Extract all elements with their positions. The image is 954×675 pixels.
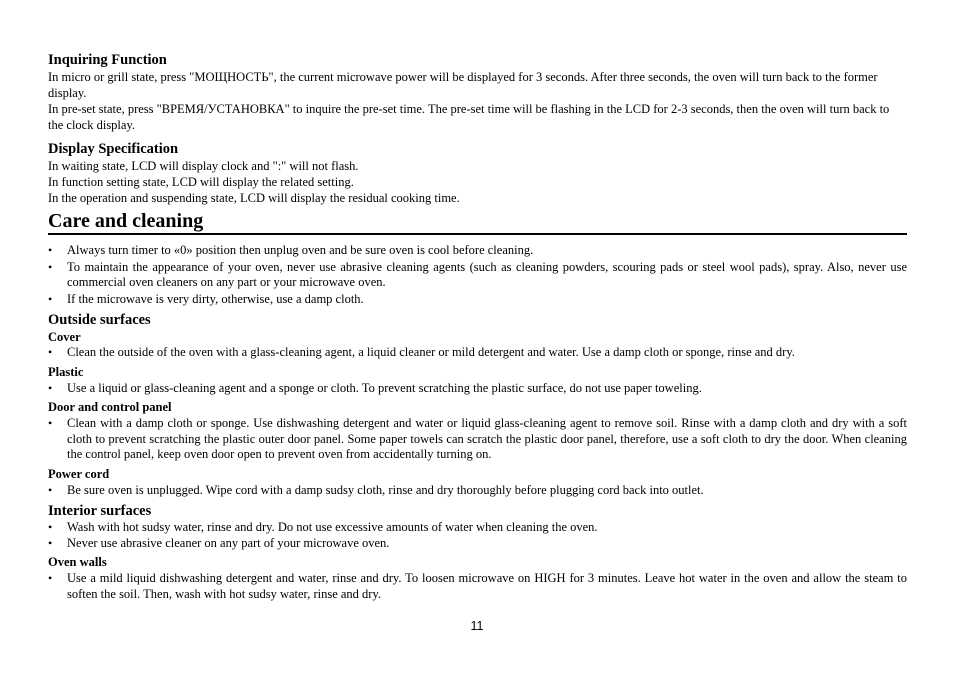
bullet-icon: • xyxy=(48,243,53,257)
cover-group xyxy=(48,329,907,361)
outside-heading: Outside surfaces xyxy=(48,312,151,328)
bullet-icon: • xyxy=(48,291,53,306)
bullet-icon: • xyxy=(48,520,53,534)
bullet-icon: • xyxy=(48,259,53,274)
interior-bullet-list xyxy=(48,520,907,551)
inquiring-heading: Inquiring Function xyxy=(48,52,167,68)
care-bullet-list xyxy=(48,243,907,307)
walls-group xyxy=(48,554,907,602)
list-item: • Wash with hot sudsy water, rinse and dry. Do not use excessive amounts of water when cleaning the oven. xyxy=(48,520,598,534)
inquiring-section xyxy=(48,52,907,133)
door-group xyxy=(48,399,907,463)
list-item: • Use a liquid or glass-cleaning agent and a sponge or cloth. To prevent scratching the plastic surface, do not use paper toweling. xyxy=(48,380,702,395)
interior-heading: Interior surfaces xyxy=(48,503,152,519)
bullet-icon: • xyxy=(48,571,53,585)
inquiring-line: In pre-set state, press "ВРЕМЯ/УСТАНОВКА" to inquire the pre-set time. The pre-set time will be flashing in the LCD for 2-3 seconds, then the oven will turn back to the clock display. xyxy=(48,102,890,132)
walls-heading: Oven walls xyxy=(48,555,107,569)
bullet-icon: • xyxy=(48,380,53,395)
bullet-icon: • xyxy=(48,482,53,497)
care-title: Care and cleaning xyxy=(48,209,907,235)
inquiring-line: In micro or grill state, press "МОЩНОСТЬ", the current microwave power will be displayed for 3 seconds. After three seconds, the oven will turn back to the former display. xyxy=(48,70,878,100)
display-section xyxy=(48,141,907,206)
cover-heading: Cover xyxy=(48,330,81,344)
cord-heading: Power cord xyxy=(48,466,110,481)
list-item: • To maintain the appearance of your oven, never use abrasive cleaning agents (such as cleaning powders, scouring pads or steel wool pads), spray. Also, never use commercial oven cleaners on any part or your microwave oven. xyxy=(48,259,907,289)
display-line: In function setting state, LCD will display the related setting. xyxy=(48,175,354,189)
door-heading: Door and control panel xyxy=(48,400,172,414)
list-item: • If the microwave is very dirty, otherwise, use a damp cloth. xyxy=(48,291,364,306)
list-item: • Use a mild liquid dishwashing detergent and water, rinse and dry. To loosen microwave on HIGH for 3 minutes. Leave hot water in the oven and allow the steam to soften the soil. Then, wash with hot sudsy water, rinse and dry. xyxy=(48,571,907,601)
document-page xyxy=(48,52,907,602)
list-item: • Be sure oven is unplugged. Wipe cord with a damp sudsy cloth, rinse and dry thoroughly before plugging cord back into outlet. xyxy=(48,482,704,497)
display-heading: Display Specification xyxy=(48,141,179,157)
page-number: 11 xyxy=(470,619,484,633)
plastic-group xyxy=(48,364,907,397)
cord-group xyxy=(48,466,907,499)
bullet-icon: • xyxy=(48,416,53,430)
plastic-heading: Plastic xyxy=(48,364,84,379)
list-item: • Never use abrasive cleaner on any part of your microwave oven. xyxy=(48,535,390,550)
list-item: • Clean with a damp cloth or sponge. Use dishwashing detergent and water or liquid glass-cleaning agent to remove soil. Rinse with a damp cloth and dry with a soft cloth to prevent scratching the plastic outer door panel. Some paper towels can scratch the plastic door panel, therefore, use a soft cloth to dry the door. When cleaning the control panel, keep oven door open to prevent oven from accidentally turning on. xyxy=(48,416,907,461)
list-item: • Always turn timer to «0» position then unplug oven and be sure oven is cool before cleaning. xyxy=(48,243,534,257)
display-line: In waiting state, LCD will display clock and ":" will not flash. xyxy=(48,159,359,173)
bullet-icon: • xyxy=(48,535,53,550)
list-item: • Clean the outside of the oven with a glass-cleaning agent, a liquid cleaner or mild detergent and water. Use a damp cloth or sponge, rinse and dry. xyxy=(48,345,795,359)
display-line: In the operation and suspending state, LCD will display the residual cooking time. xyxy=(48,191,460,205)
bullet-icon: • xyxy=(48,345,53,359)
